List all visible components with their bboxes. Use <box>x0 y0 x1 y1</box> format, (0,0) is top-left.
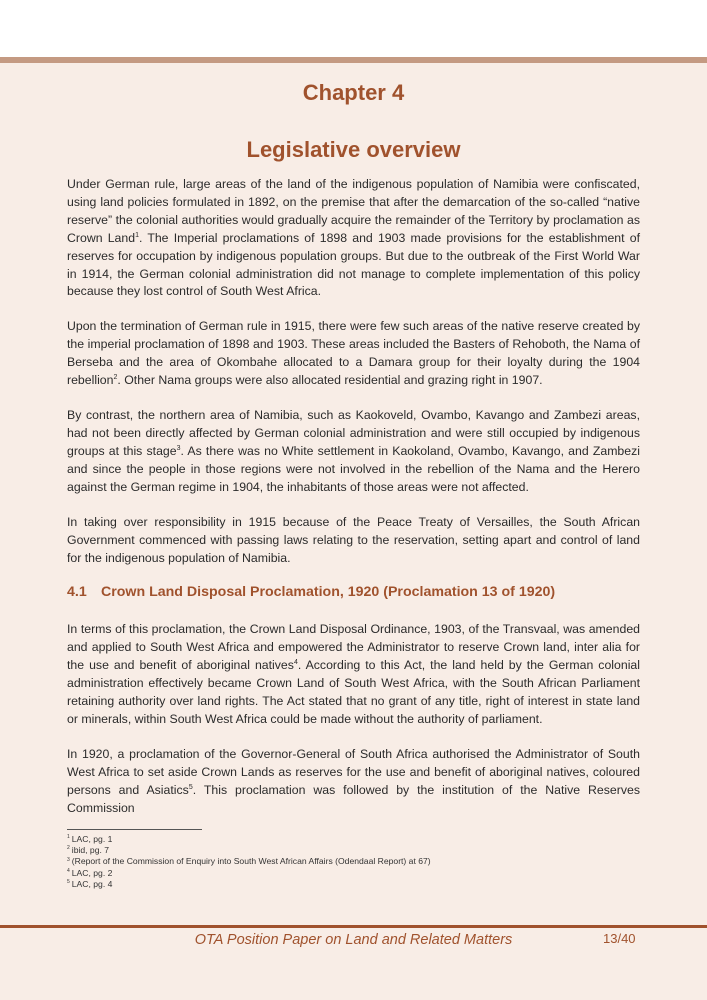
section-number: 4.1 <box>67 584 87 600</box>
footnote-ref-3[interactable]: 3 <box>176 444 181 452</box>
section-heading <box>67 584 667 600</box>
footer-title: OTA Position Paper on Land and Related Matters <box>194 932 513 948</box>
paragraph-6: In 1920, a proclamation of the Governor-General of South Africa authorised the Administrator of South West Africa to set aside Crown Lands as reserves for the use and benefit of aboriginal natives, coloured persons and Asiatics$^5$. This proclamation was followed by the institution of the Native Reserves Commission <box>67 747 640 815</box>
footnote-ref-1[interactable]: 1 <box>135 231 139 239</box>
footnote-ref-2[interactable]: 2 <box>113 373 118 381</box>
footnote-4: $^4$ LAC, pg. 2 <box>67 867 113 878</box>
footnote-3: $^3$ (Report of the Commission of Enquiry into South West African Affairs (Odendaal Report) at 67) <box>67 856 431 867</box>
paragraph-4: In taking over responsibility in 1915 because of the Peace Treaty of Versailles, the South African Government commenced with passing laws relating to the reservation, setting apart and control of land for the indigenous population of Namibia. <box>67 515 640 565</box>
footer-rule <box>0 925 707 928</box>
page-number: 13/40 <box>603 931 636 946</box>
footnote-5: $^5$ LAC, pg. 4 <box>67 878 113 889</box>
footnotes-list <box>67 834 627 890</box>
footnote-divider <box>67 829 202 830</box>
page-title: Legislative overview <box>246 137 461 162</box>
footnote-1: $^1$ LAC, pg. 1 <box>67 834 113 844</box>
paragraph-2: Upon the termination of German rule in 1915, there were few such areas of the native reserve created by the imperial proclamation of 1898 and 1903. These areas included the Basters of Rehoboth, the Nama of Berseba and the area of Okombahe allocated to a Damara group for their loyalty during the 1904 rebellion$^2$. Other Nama groups were also allocated residential and grazing right in 1907. <box>67 319 640 387</box>
paragraph-1: Under German rule, large areas of the land of the indigenous population of Namibia were confiscated, using land policies formulated in 1892, on the premise that after the demarcation of the so-called “native reserve” the colonial authorities would gradually acquire the remainder of the Territory by proclamation as Crown Land$^1$. The Imperial proclamations of 1898 and 1903 made provisions for the establishment of reserves for occupation by indigenous population groups. But due to the outbreak of the First World War in 1914, the German colonial administration did not manage to complete implementation of this policy because they lost control of South West Africa. <box>67 177 640 299</box>
top-rule <box>0 57 707 63</box>
footnote-ref-4[interactable]: 4 <box>293 658 298 666</box>
paragraph-5: In terms of this proclamation, the Crown Land Disposal Ordinance, 1903, of the Transvaal, was amended and applied to South West Africa and empowered the Administrator to reserve Crown land, inter alia for the use and benefit of aboriginal natives$^4$. According to this Act, the land held by the German colonial administration effectively became Crown Land of South West Africa, with the South African Parliament retaining authority over land rights. The Act stated that no grant of any title, right of interest in state land or minerals, within South West Africa could be made without the authority of parliament. <box>67 622 640 726</box>
section-title: Crown Land Disposal Proclamation, 1920 (Proclamation 13 of 1920) <box>101 584 556 600</box>
footnote-2: $^2$ ibid, pg. 7 <box>67 845 110 856</box>
chapter-label: Chapter 4 <box>302 80 405 105</box>
footnote-ref-5[interactable]: 5 <box>188 783 193 791</box>
paragraph-3: By contrast, the northern area of Namibia, such as Kaokoveld, Ovambo, Kavango and Zambezi areas, had not been directly affected by German colonial administration and were still occupied by indigenous groups at this stage$^3$. As there was no White settlement in Kaokoland, Ovambo, Kavango, and Zambezi and since the people in those regions were not involved in the rebellion of the Nama and the Herero against the German regime in 1904, the inhabitants of those areas were not affected. <box>67 408 640 494</box>
